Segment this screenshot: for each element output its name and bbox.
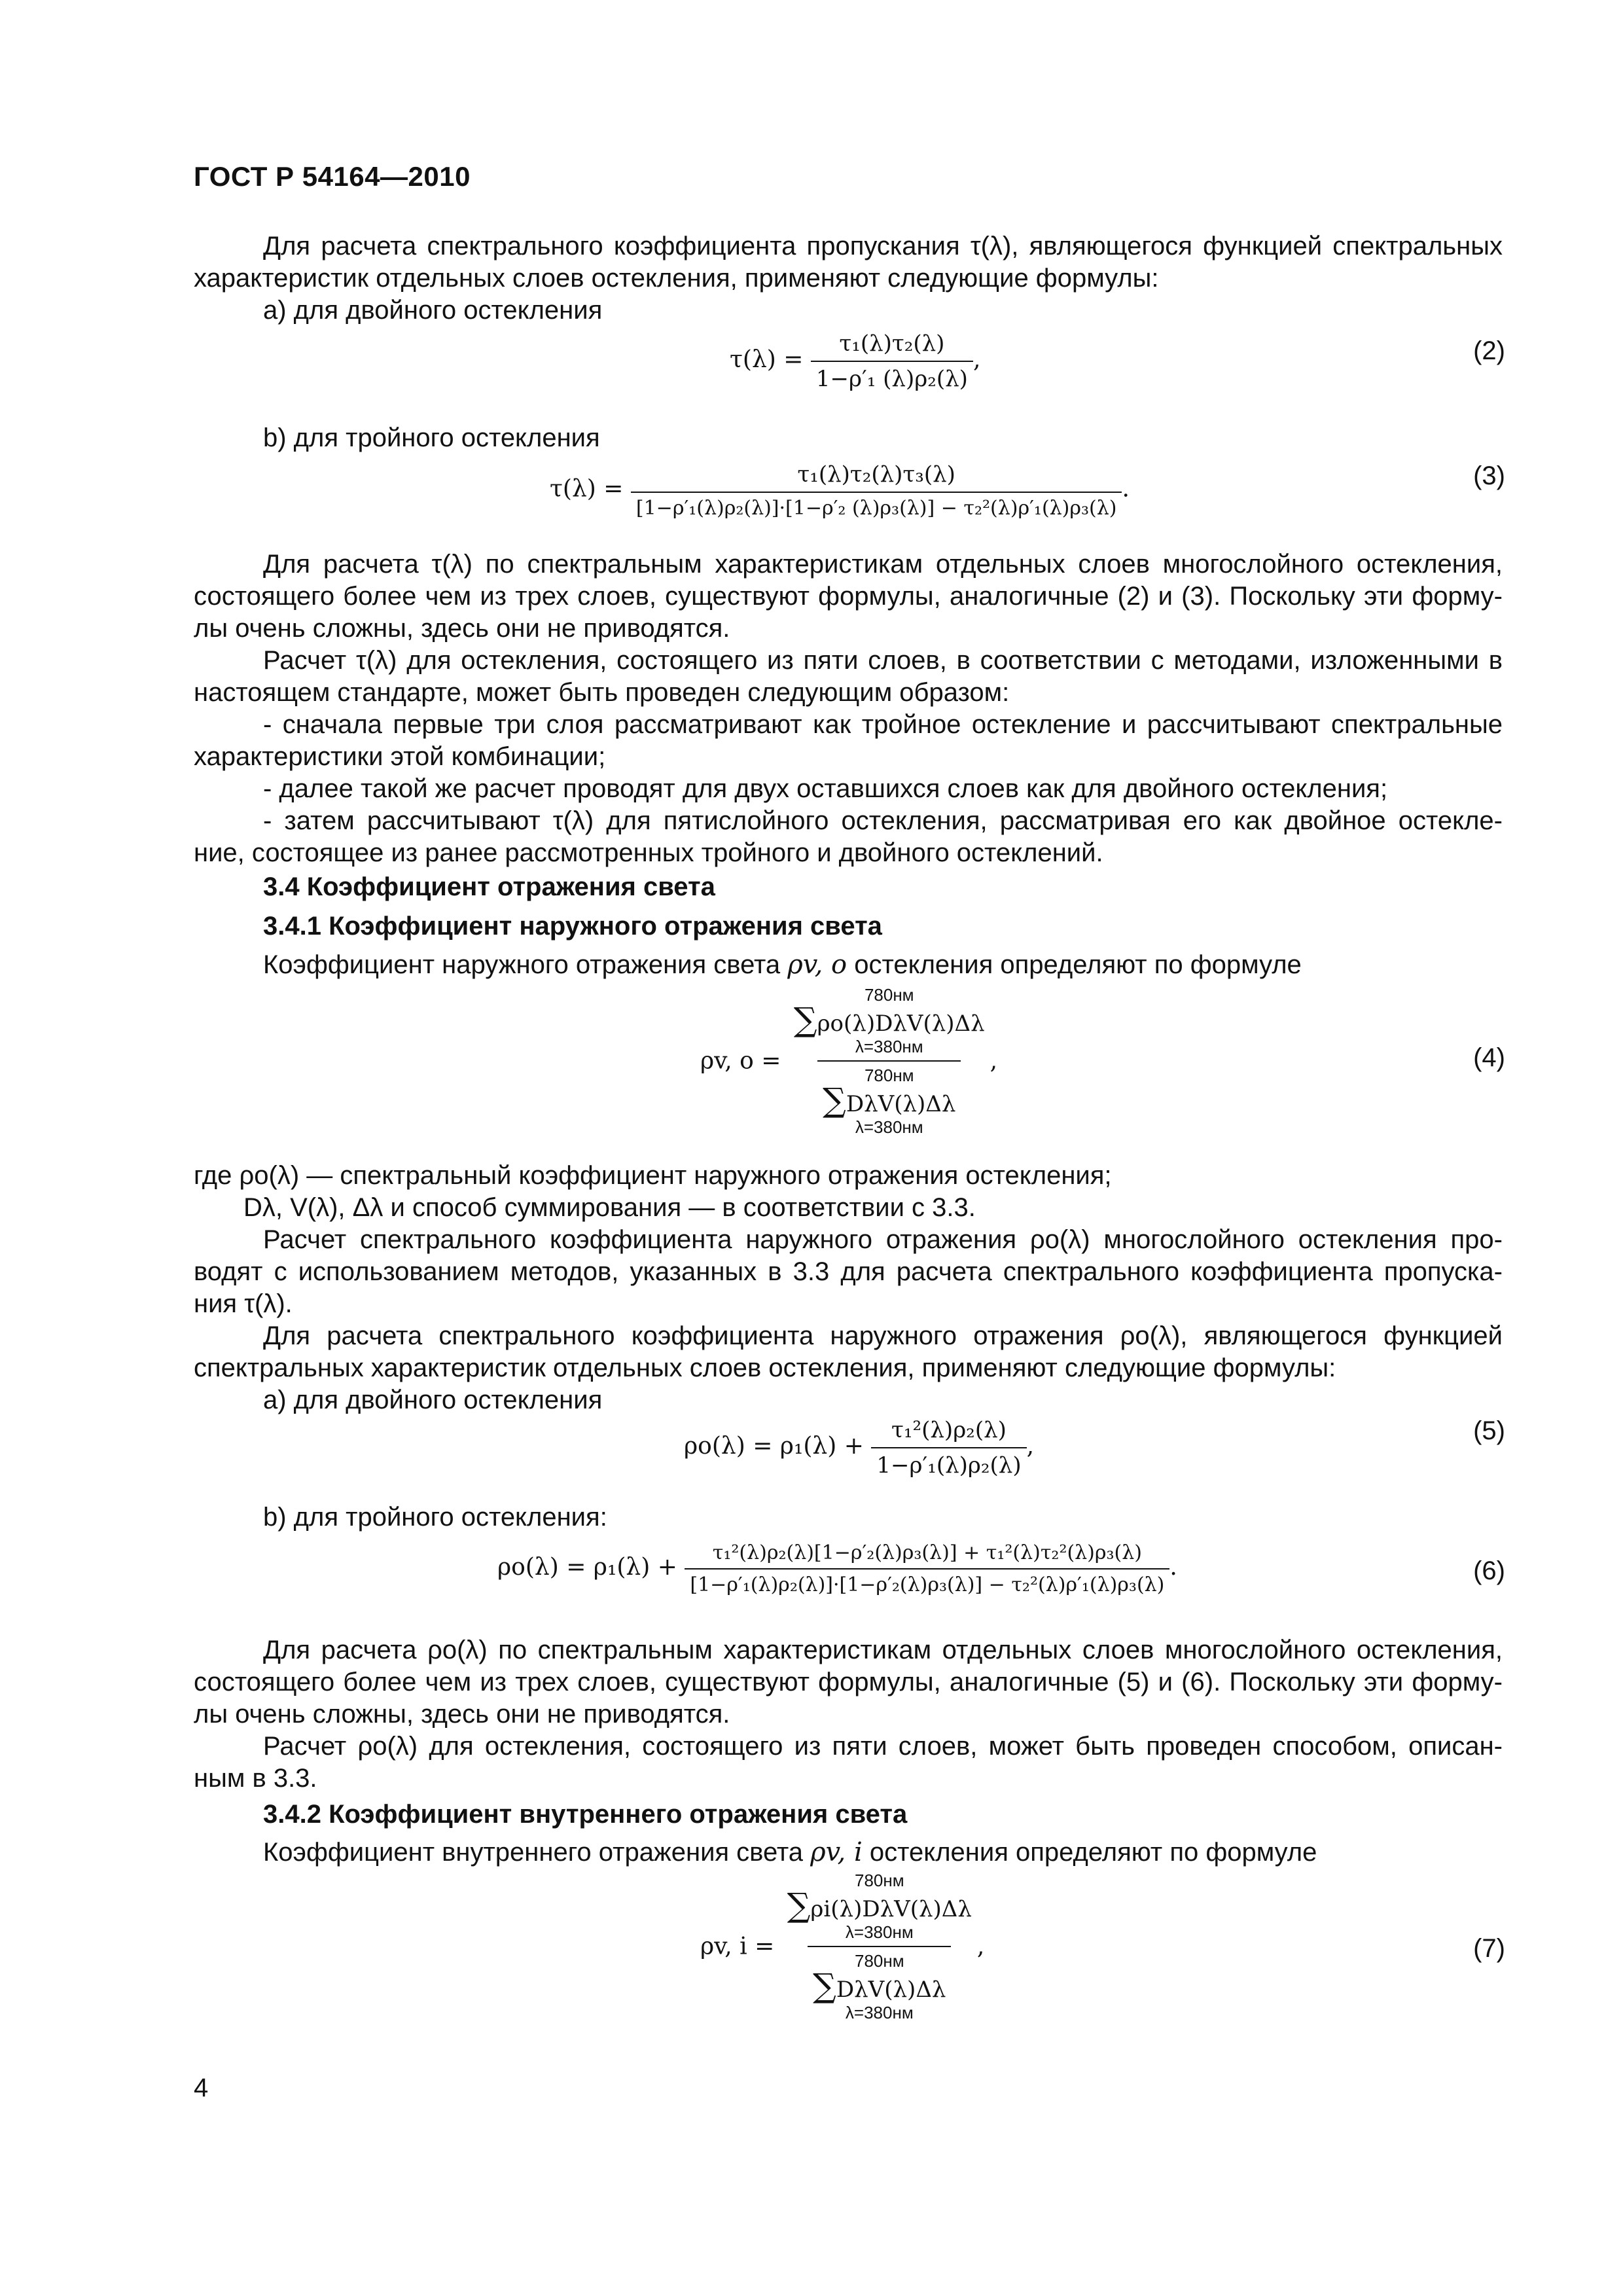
paragraph-line: Для расчета спектрального коэффициента наружного отражения ρo(λ), являющегося функцией — [263, 1321, 1503, 1350]
equation-7 — [700, 1871, 984, 2022]
sum-lower-limit: λ=380нм — [855, 1037, 923, 1056]
sum-lower-limit: λ=380нм — [845, 2003, 914, 2022]
paragraph-line: Dλ, V(λ), Δλ и способ суммирования — в соответствии с 3.3. — [243, 1193, 976, 1222]
equation-2 — [730, 331, 980, 392]
sum-term: ρi(λ)DλV(λ)Δλ — [810, 1896, 972, 1922]
sum-term: DλV(λ)Δλ — [836, 1977, 946, 2003]
equation-5 — [684, 1417, 1034, 1479]
equation-number: (6) — [1473, 1556, 1505, 1585]
list-item-continuation: характеристики этой комбинации; — [194, 742, 606, 771]
equation-lhs: ρo(λ) = ρ₁(λ) + — [497, 1554, 677, 1581]
sum-sign: ∑ — [813, 1967, 836, 2005]
equation-number: (2) — [1473, 336, 1505, 365]
equation-number: (5) — [1473, 1416, 1505, 1445]
page-number: 4 — [194, 2073, 209, 2102]
equation-lhs: ρv, o = — [700, 1047, 781, 1075]
equation-punct: , — [990, 1047, 998, 1075]
paragraph-line: лы очень сложны, здесь они не приводятся. — [194, 614, 730, 643]
sum-lower-limit: λ=380нм — [845, 1922, 914, 1942]
equation-6 — [497, 1541, 1177, 1596]
equation-numerator — [789, 985, 990, 1060]
list-item: - далее такой же расчет проводят для двух оставшихся слоев как для двойного остекления; — [263, 774, 1388, 803]
equation-lhs: τ(λ) = — [730, 346, 804, 373]
section-heading: 3.4 Коэффициент отражения света — [263, 872, 715, 901]
sum-upper-limit: 780нм — [854, 1871, 904, 1890]
sum-upper-limit: 780нм — [864, 1066, 914, 1085]
paragraph-line: настоящем стандарте, может быть проведен следующим образом: — [194, 678, 1010, 707]
paragraph-line: ным в 3.3. — [194, 1764, 317, 1793]
paragraph-line: где ρo(λ) — спектральный коэффициент наружного отражения остекления; — [194, 1161, 1112, 1190]
equation-numerator: τ₁²(λ)ρ₂(λ)[1−ρ′₂(λ)ρ₃(λ)] + τ₁²(λ)τ₂²(λ)ρ₃(λ) — [712, 1541, 1142, 1564]
equation-fraction — [871, 1417, 1026, 1479]
paragraph-line: состоящего более чем из трех слоев, существуют формулы, аналогичные (2) и (3). Поскольку эти форму- — [194, 582, 1503, 611]
paragraph-line: Для расчета ρo(λ) по спектральным характеристикам отдельных слоев многослойного остекления, — [263, 1636, 1503, 1664]
paragraph-line: Расчет τ(λ) для остекления, состоящего из пяти слоев, в соответствии с методами, изложенными в — [263, 646, 1503, 675]
subsection-heading: 3.4.2 Коэффициент внутреннего отражения света — [263, 1800, 908, 1829]
paragraph-line: характеристик отдельных слоев остекления, применяют следующие формулы: — [194, 264, 1159, 293]
equation-numerator: τ₁²(λ)ρ₂(λ) — [891, 1417, 1007, 1443]
paragraph-line: Расчет ρo(λ) для остекления, состоящего из пяти слоев, может быть проведен способом, описан- — [263, 1732, 1503, 1761]
sum-term: ρo(λ)DλV(λ)Δλ — [817, 1011, 985, 1037]
paragraph-line: ния τ(λ). — [194, 1289, 293, 1318]
list-item-label: b) для тройного остекления: — [263, 1503, 607, 1532]
sum-term: DλV(λ)Δλ — [846, 1091, 956, 1117]
paragraph-line — [263, 949, 1503, 981]
equation-denominator: 1−ρ′₁(λ)ρ₂(λ) — [871, 1447, 1026, 1479]
sum-upper-limit: 780нм — [864, 985, 914, 1005]
text-span: Коэффициент наружного отражения света — [263, 950, 781, 979]
equation-lhs: ρv, i = — [700, 1933, 775, 1960]
paragraph-line: Расчет спектрального коэффициента наружного отражения ρo(λ) многослойного остекления про- — [263, 1225, 1503, 1254]
equation-fraction — [811, 331, 973, 392]
list-item-label: а) для двойного остекления — [263, 1386, 603, 1414]
symbol-rho-vo: ρv, o — [787, 950, 847, 980]
equation-fraction — [685, 1541, 1169, 1596]
equation-numerator: τ₁(λ)τ₂(λ)τ₃(λ) — [797, 461, 955, 488]
equation-denominator: 1−ρ′₁ (λ)ρ₂(λ) — [811, 361, 973, 392]
list-item-label: b) для тройного остекления — [263, 423, 600, 452]
paragraph-line — [263, 1837, 1503, 1869]
equation-denominator — [808, 1946, 951, 2022]
text-span: остекления определяют по формуле — [854, 950, 1302, 979]
equation-punct: , — [976, 1933, 985, 1960]
sum-upper-limit: 780нм — [854, 1951, 904, 1971]
list-item: - затем рассчитывают τ(λ) для пятислойного остекления, рассматривая его как двойное остекле- — [263, 806, 1503, 835]
text-span: Коэффициент внутреннего отражения света — [263, 1838, 804, 1867]
sum-lower-limit: λ=380нм — [855, 1117, 923, 1137]
paragraph-line: состоящего более чем из трех слоев, существуют формулы, аналогичные (5) и (6). Поскольку эти форму- — [194, 1668, 1503, 1696]
sum-sign: ∑ — [793, 1001, 817, 1039]
document-header: ГОСТ Р 54164—2010 — [194, 161, 471, 192]
equation-punct: . — [1122, 475, 1130, 503]
equation-4 — [700, 985, 997, 1137]
equation-number: (4) — [1473, 1043, 1505, 1072]
equation-denominator: [1−ρ′₁(λ)ρ₂(λ)]·[1−ρ′₂(λ)ρ₃(λ)] − τ₂²(λ)ρ′₁(λ)ρ₃(λ) — [685, 1568, 1169, 1596]
equation-punct: , — [972, 346, 981, 373]
equation-3 — [550, 461, 1130, 520]
paragraph-line: лы очень сложны, здесь они не приводятся. — [194, 1700, 730, 1729]
equation-denominator: [1−ρ′₁(λ)ρ₂(λ)]·[1−ρ′₂ (λ)ρ₃(λ)] − τ₂²(λ)ρ′₁(λ)ρ₃(λ) — [631, 492, 1122, 520]
equation-fraction — [631, 461, 1122, 520]
equation-lhs: ρo(λ) = ρ₁(λ) + — [684, 1433, 864, 1460]
paragraph-line: водят с использованием методов, указанных в 3.3 для расчета спектрального коэффициента пропуска- — [194, 1257, 1503, 1286]
sum-sign: ∑ — [823, 1081, 846, 1119]
paragraph-line: Для расчета спектрального коэффициента пропускания τ(λ), являющегося функцией спектральных — [263, 232, 1503, 260]
list-item: - сначала первые три слоя рассматривают как тройное остекление и рассчитывают спектральные — [263, 710, 1503, 739]
subsection-heading: 3.4.1 Коэффициент наружного отражения света — [263, 912, 882, 941]
list-item-label: а) для двойного остекления — [263, 296, 603, 325]
equation-denominator — [817, 1060, 961, 1137]
equation-numerator — [782, 1871, 977, 1946]
paragraph-line: Для расчета τ(λ) по спектральным характеристикам отдельных слоев многослойного остекления, — [263, 550, 1503, 579]
equation-number: (3) — [1473, 461, 1505, 490]
equation-fraction — [789, 985, 990, 1137]
list-item-continuation: ние, состоящее из ранее рассмотренных тройного и двойного остеклений. — [194, 838, 1103, 867]
sum-sign: ∑ — [787, 1886, 811, 1924]
equation-numerator: τ₁(λ)τ₂(λ) — [839, 331, 945, 357]
equation-punct: . — [1169, 1554, 1177, 1581]
equation-fraction — [782, 1871, 977, 2022]
paragraph-line: спектральных характеристик отдельных слоев остекления, применяют следующие формулы: — [194, 1354, 1336, 1382]
equation-lhs: τ(λ) = — [550, 475, 624, 503]
text-span: остекления определяют по формуле — [869, 1838, 1317, 1867]
equation-punct: , — [1026, 1433, 1035, 1460]
symbol-rho-vi: ρv, i — [810, 1837, 863, 1867]
equation-number: (7) — [1473, 1934, 1505, 1963]
